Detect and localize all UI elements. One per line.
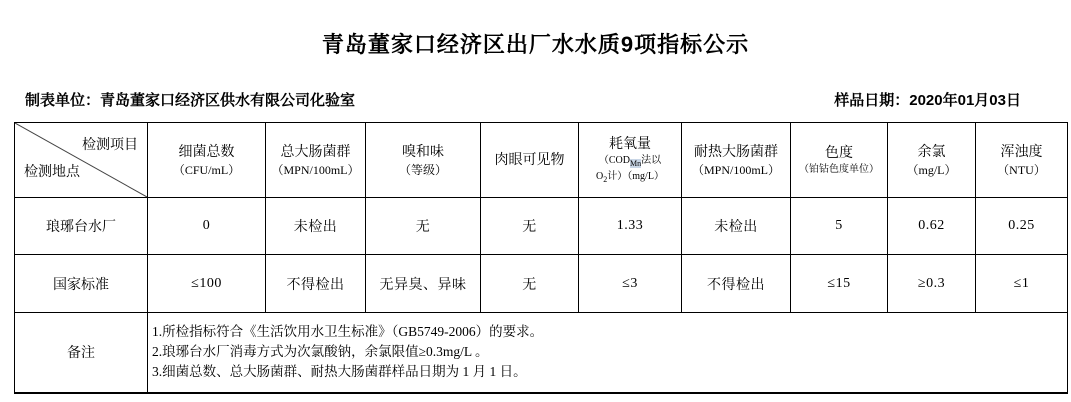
remark-line-1: 1.所检指标符合《生活饮用水卫生标准》（GB5749-2006）的要求。 <box>152 324 544 340</box>
header-row <box>15 123 1068 198</box>
col-header-visible-matter: 肉眼可见物 <box>481 123 579 198</box>
col-header-turbidity: 浑浊度 （NTU） <box>976 123 1068 198</box>
cell-value: 未检出 <box>266 198 366 255</box>
cell-value: ≥0.3 <box>888 255 976 313</box>
row-label-plant: 琅琊台水厂 <box>15 198 148 255</box>
remark-line-3: 3.细菌总数、总大肠菌群、耐热大肠菌群样品日期为 1 月 1 日。 <box>152 364 527 380</box>
col-header-residual-chlorine: 余氯 （mg/L） <box>888 123 976 198</box>
sample-date-label: 样品日期：2020年01月03日 <box>834 92 1021 109</box>
row-label-standard: 国家标准 <box>15 255 148 313</box>
remarks-content <box>148 313 1068 393</box>
corner-label-test-location: 检测地点 <box>24 165 80 180</box>
corner-label-test-item: 检测项目 <box>82 138 138 153</box>
table-row-national-standard <box>15 255 1068 313</box>
col-header-odor-taste: 嗅和味 （等级） <box>366 123 481 198</box>
col-header-cod: 耗氧量 （$COD_{Mn}$法以 $O_2$计）（mg/L） <box>579 123 682 198</box>
producer-unit-label: 制表单位：青岛董家口经济区供水有限公司化验室 <box>25 92 356 109</box>
cell-value: 无 <box>481 255 579 313</box>
page-title: 青岛董家口经济区出厂水水质9项指标公示 <box>321 32 750 57</box>
col-header-total-coliform: 总大肠菌群 （MPN/100mL） <box>266 123 366 198</box>
cell-value: 不得检出 <box>682 255 791 313</box>
remark-line-2: 2.琅琊台水厂消毒方式为次氯酸钠，余氯限值≥0.3mg/L 。 <box>152 344 489 360</box>
water-quality-table <box>14 122 1068 394</box>
corner-cell <box>15 123 148 198</box>
table-row-plant <box>15 198 1068 255</box>
cod-mn-subscript: Mn <box>630 158 642 168</box>
col-header-chroma: 色度 （铂钴色度单位） <box>791 123 888 198</box>
table-row-remarks <box>15 313 1068 393</box>
cell-value: ≤1 <box>976 255 1068 313</box>
col-header-thermotolerant-coliform: 耐热大肠菌群 （MPN/100mL） <box>682 123 791 198</box>
cell-value: 0.62 <box>888 198 976 255</box>
cell-value: 不得检出 <box>266 255 366 313</box>
cell-value: 0 <box>148 198 266 255</box>
cell-value: 1.33 <box>579 198 682 255</box>
cell-value: ≤15 <box>791 255 888 313</box>
cell-value: 无 <box>366 198 481 255</box>
col-header-bacteria-total: 细菌总数 （CFU/mL） <box>148 123 266 198</box>
cell-value: ≤3 <box>579 255 682 313</box>
remarks-label: 备注 <box>15 313 148 393</box>
cell-value: 0.25 <box>976 198 1068 255</box>
cell-value: 无异臭、异味 <box>366 255 481 313</box>
cell-value: 无 <box>481 198 579 255</box>
cell-value: 未检出 <box>682 198 791 255</box>
cell-value: ≤100 <box>148 255 266 313</box>
o2-subscript: 2 <box>603 174 608 184</box>
meta-row <box>0 89 1071 110</box>
cell-value: 5 <box>791 198 888 255</box>
